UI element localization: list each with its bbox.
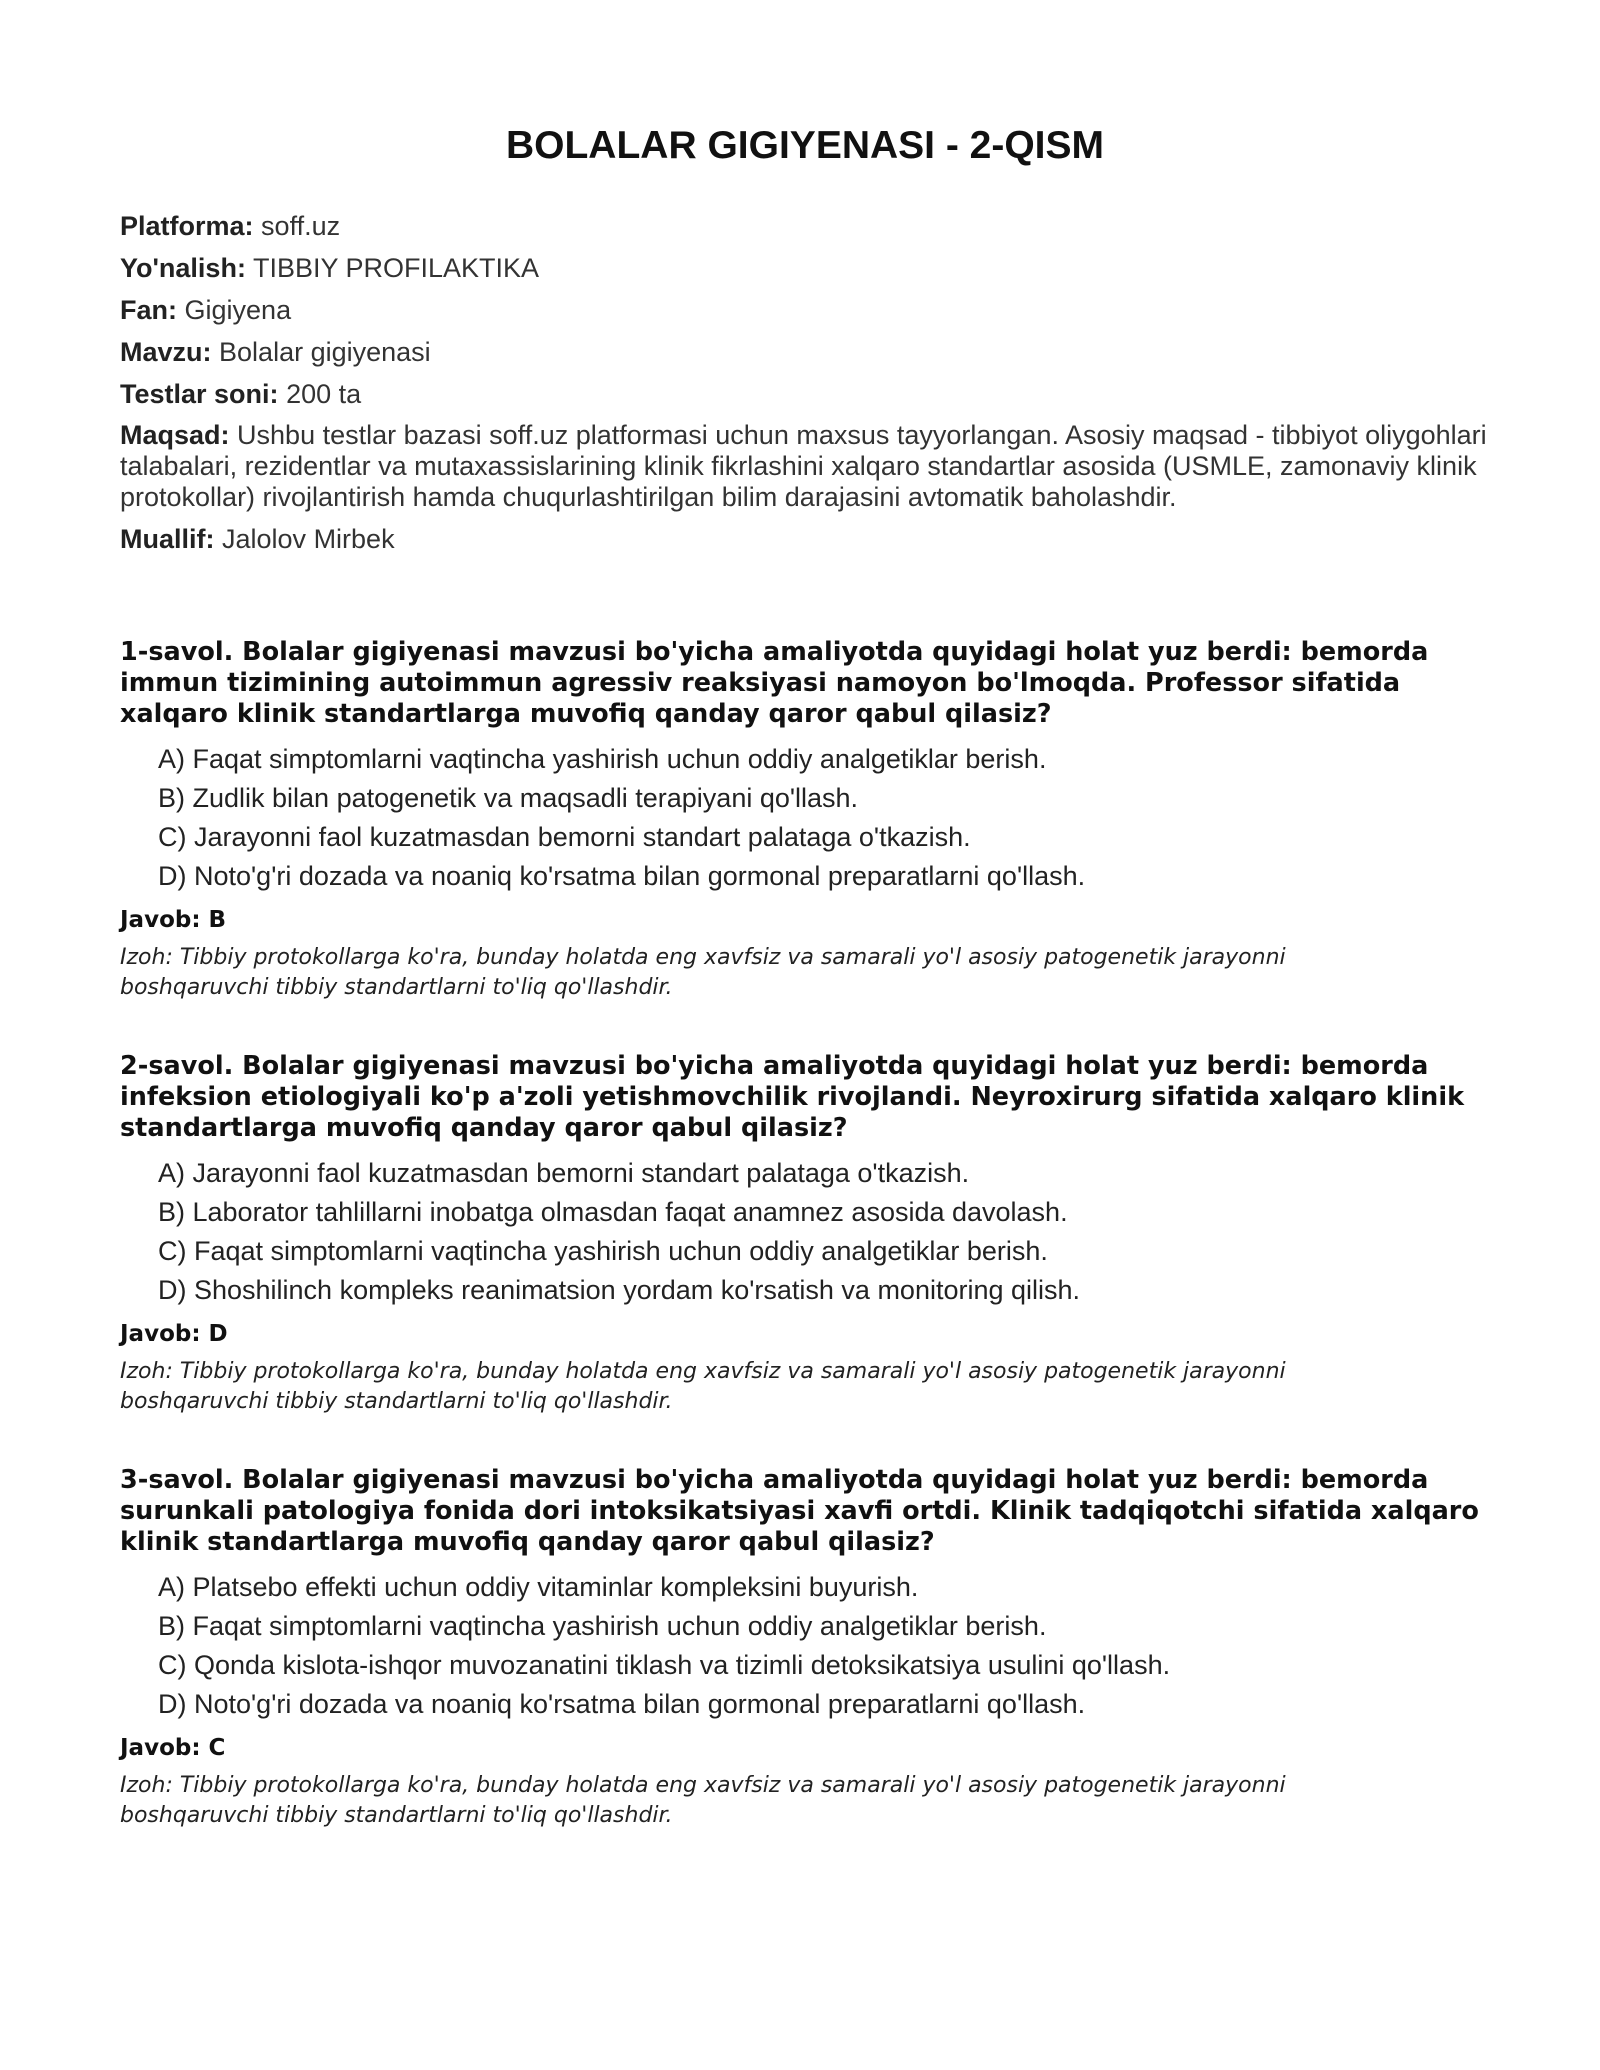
meta-value: Ushbu testlar bazasi soff.uz platformasi uchun maxsus tayyorlangan. Asosiy maqsad - tibbiyot oliygohlari talabalari, rezidentlar va mutaxassislarining klinik fikrlashini xalqaro standartlar asosida (USMLE, zamonaviy klinik protokollar) rivojlantirish hamda chuqurlashtirilgan bilim darajasini avtomatik baholashdir. [120, 420, 1487, 512]
question-text: 2-savol. Bolalar gigiyenasi mavzusi bo'yicha amaliyotda quyidagi holat yuz berdi: bemorda infeksion etiologiyali ko'p a'zoli yetishmovchilik rivojlandi. Neyroxirurg sifatida xalqaro klinik standartlarga muvofiq qanday qaror qabul qilasiz? [120, 1051, 1465, 1143]
meta-value: soff.uz [261, 211, 341, 241]
explanation-note: Izoh: Tibbiy protokollarga ko'ra, bunday holatda eng xavfsiz va samarali yo'l asosiy patogenetik jarayonni boshqaruvchi tibbiy standartlarni to'liq qo'llashdir. [120, 1359, 1286, 1414]
meta-mavzu [120, 336, 1490, 368]
option-c: C) Faqat simptomlarni vaqtincha yashirish uchun oddiy analgetiklar berish. [158, 1236, 1048, 1266]
question-1 [120, 637, 1490, 1003]
meta-testlar-soni [120, 378, 1490, 410]
question-list [120, 637, 1490, 1831]
document-page [120, 118, 1490, 1879]
option-a: A) Jarayonni faol kuzatmasdan bemorni standart palataga o'tkazish. [158, 1158, 970, 1188]
meta-value: Bolalar gigiyenasi [219, 337, 431, 367]
meta-key: Platforma: [120, 211, 254, 241]
option-list [120, 1572, 1490, 1719]
explanation-note: Izoh: Tibbiy protokollarga ko'ra, bunday holatda eng xavfsiz va samarali yo'l asosiy patogenetik jarayonni boshqaruvchi tibbiy standartlarni to'liq qo'llashdir. [120, 945, 1286, 1000]
meta-key: Mavzu: [120, 337, 212, 367]
meta-key: Maqsad: [120, 420, 230, 450]
meta-value: Jalolov Mirbek [222, 524, 395, 554]
option-b: B) Faqat simptomlarni vaqtincha yashirish uchun oddiy analgetiklar berish. [158, 1611, 1047, 1641]
option-list [120, 1158, 1490, 1305]
question-2 [120, 1051, 1490, 1417]
option-c: C) Qonda kislota-ishqor muvozanatini tiklash va tizimli detoksikatsiya usulini qo'llash. [158, 1650, 1171, 1680]
meta-value: 200 ta [286, 379, 362, 409]
meta-value: Gigiyena [184, 295, 292, 325]
meta-key: Yo'nalish: [120, 253, 246, 283]
document-title: BOLALAR GIGIYENASI - 2-QISM [505, 124, 1105, 167]
meta-fan [120, 294, 1490, 326]
answer-label: Javob: D [120, 1321, 228, 1347]
meta-maqsad [120, 420, 1490, 513]
explanation-note: Izoh: Tibbiy protokollarga ko'ra, bunday holatda eng xavfsiz va samarali yo'l asosiy patogenetik jarayonni boshqaruvchi tibbiy standartlarni to'liq qo'llashdir. [120, 1773, 1286, 1828]
answer-label: Javob: C [120, 1735, 226, 1761]
answer-label: Javob: B [120, 907, 227, 933]
option-b: B) Laborator tahlillarni inobatga olmasdan faqat anamnez asosida davolash. [158, 1197, 1068, 1227]
option-b: B) Zudlik bilan patogenetik va maqsadli terapiyani qo'llash. [158, 783, 859, 813]
question-text: 3-savol. Bolalar gigiyenasi mavzusi bo'yicha amaliyotda quyidagi holat yuz berdi: bemorda surunkali patologiya fonida dori intoksikatsiyasi xavfi ortdi. Klinik tadqiqotchi sifatida xalqaro klinik standartlarga muvofiq qanday qaror qabul qilasiz? [120, 1465, 1479, 1557]
option-d: D) Noto'g'ri dozada va noaniq ko'rsatma bilan gormonal preparatlarni qo'llash. [158, 861, 1086, 891]
option-a: A) Faqat simptomlarni vaqtincha yashirish uchun oddiy analgetiklar berish. [158, 744, 1047, 774]
meta-key: Testlar soni: [120, 379, 279, 409]
document-meta [120, 210, 1490, 555]
option-list [120, 744, 1490, 891]
meta-platforma [120, 210, 1490, 242]
meta-value: TIBBIY PROFILAKTIKA [252, 253, 540, 283]
question-3 [120, 1465, 1490, 1831]
option-d: D) Noto'g'ri dozada va noaniq ko'rsatma bilan gormonal preparatlarni qo'llash. [158, 1689, 1086, 1719]
question-text: 1-savol. Bolalar gigiyenasi mavzusi bo'yicha amaliyotda quyidagi holat yuz berdi: bemorda immun tizimining autoimmun agressiv reaksiyasi namoyon bo'lmoqda. Professor sifatida xalqaro klinik standartlarga muvofiq qanday qaror qabul qilasiz? [120, 637, 1429, 729]
meta-muallif [120, 523, 1490, 555]
meta-key: Muallif: [120, 524, 215, 554]
option-d: D) Shoshilinch kompleks reanimatsion yordam ko'rsatish va monitoring qilish. [158, 1275, 1081, 1305]
meta-key: Fan: [120, 295, 177, 325]
option-a: A) Platsebo effekti uchun oddiy vitaminlar kompleksini buyurish. [158, 1572, 919, 1602]
option-c: C) Jarayonni faol kuzatmasdan bemorni standart palataga o'tkazish. [158, 822, 971, 852]
meta-yonalish [120, 252, 1490, 284]
